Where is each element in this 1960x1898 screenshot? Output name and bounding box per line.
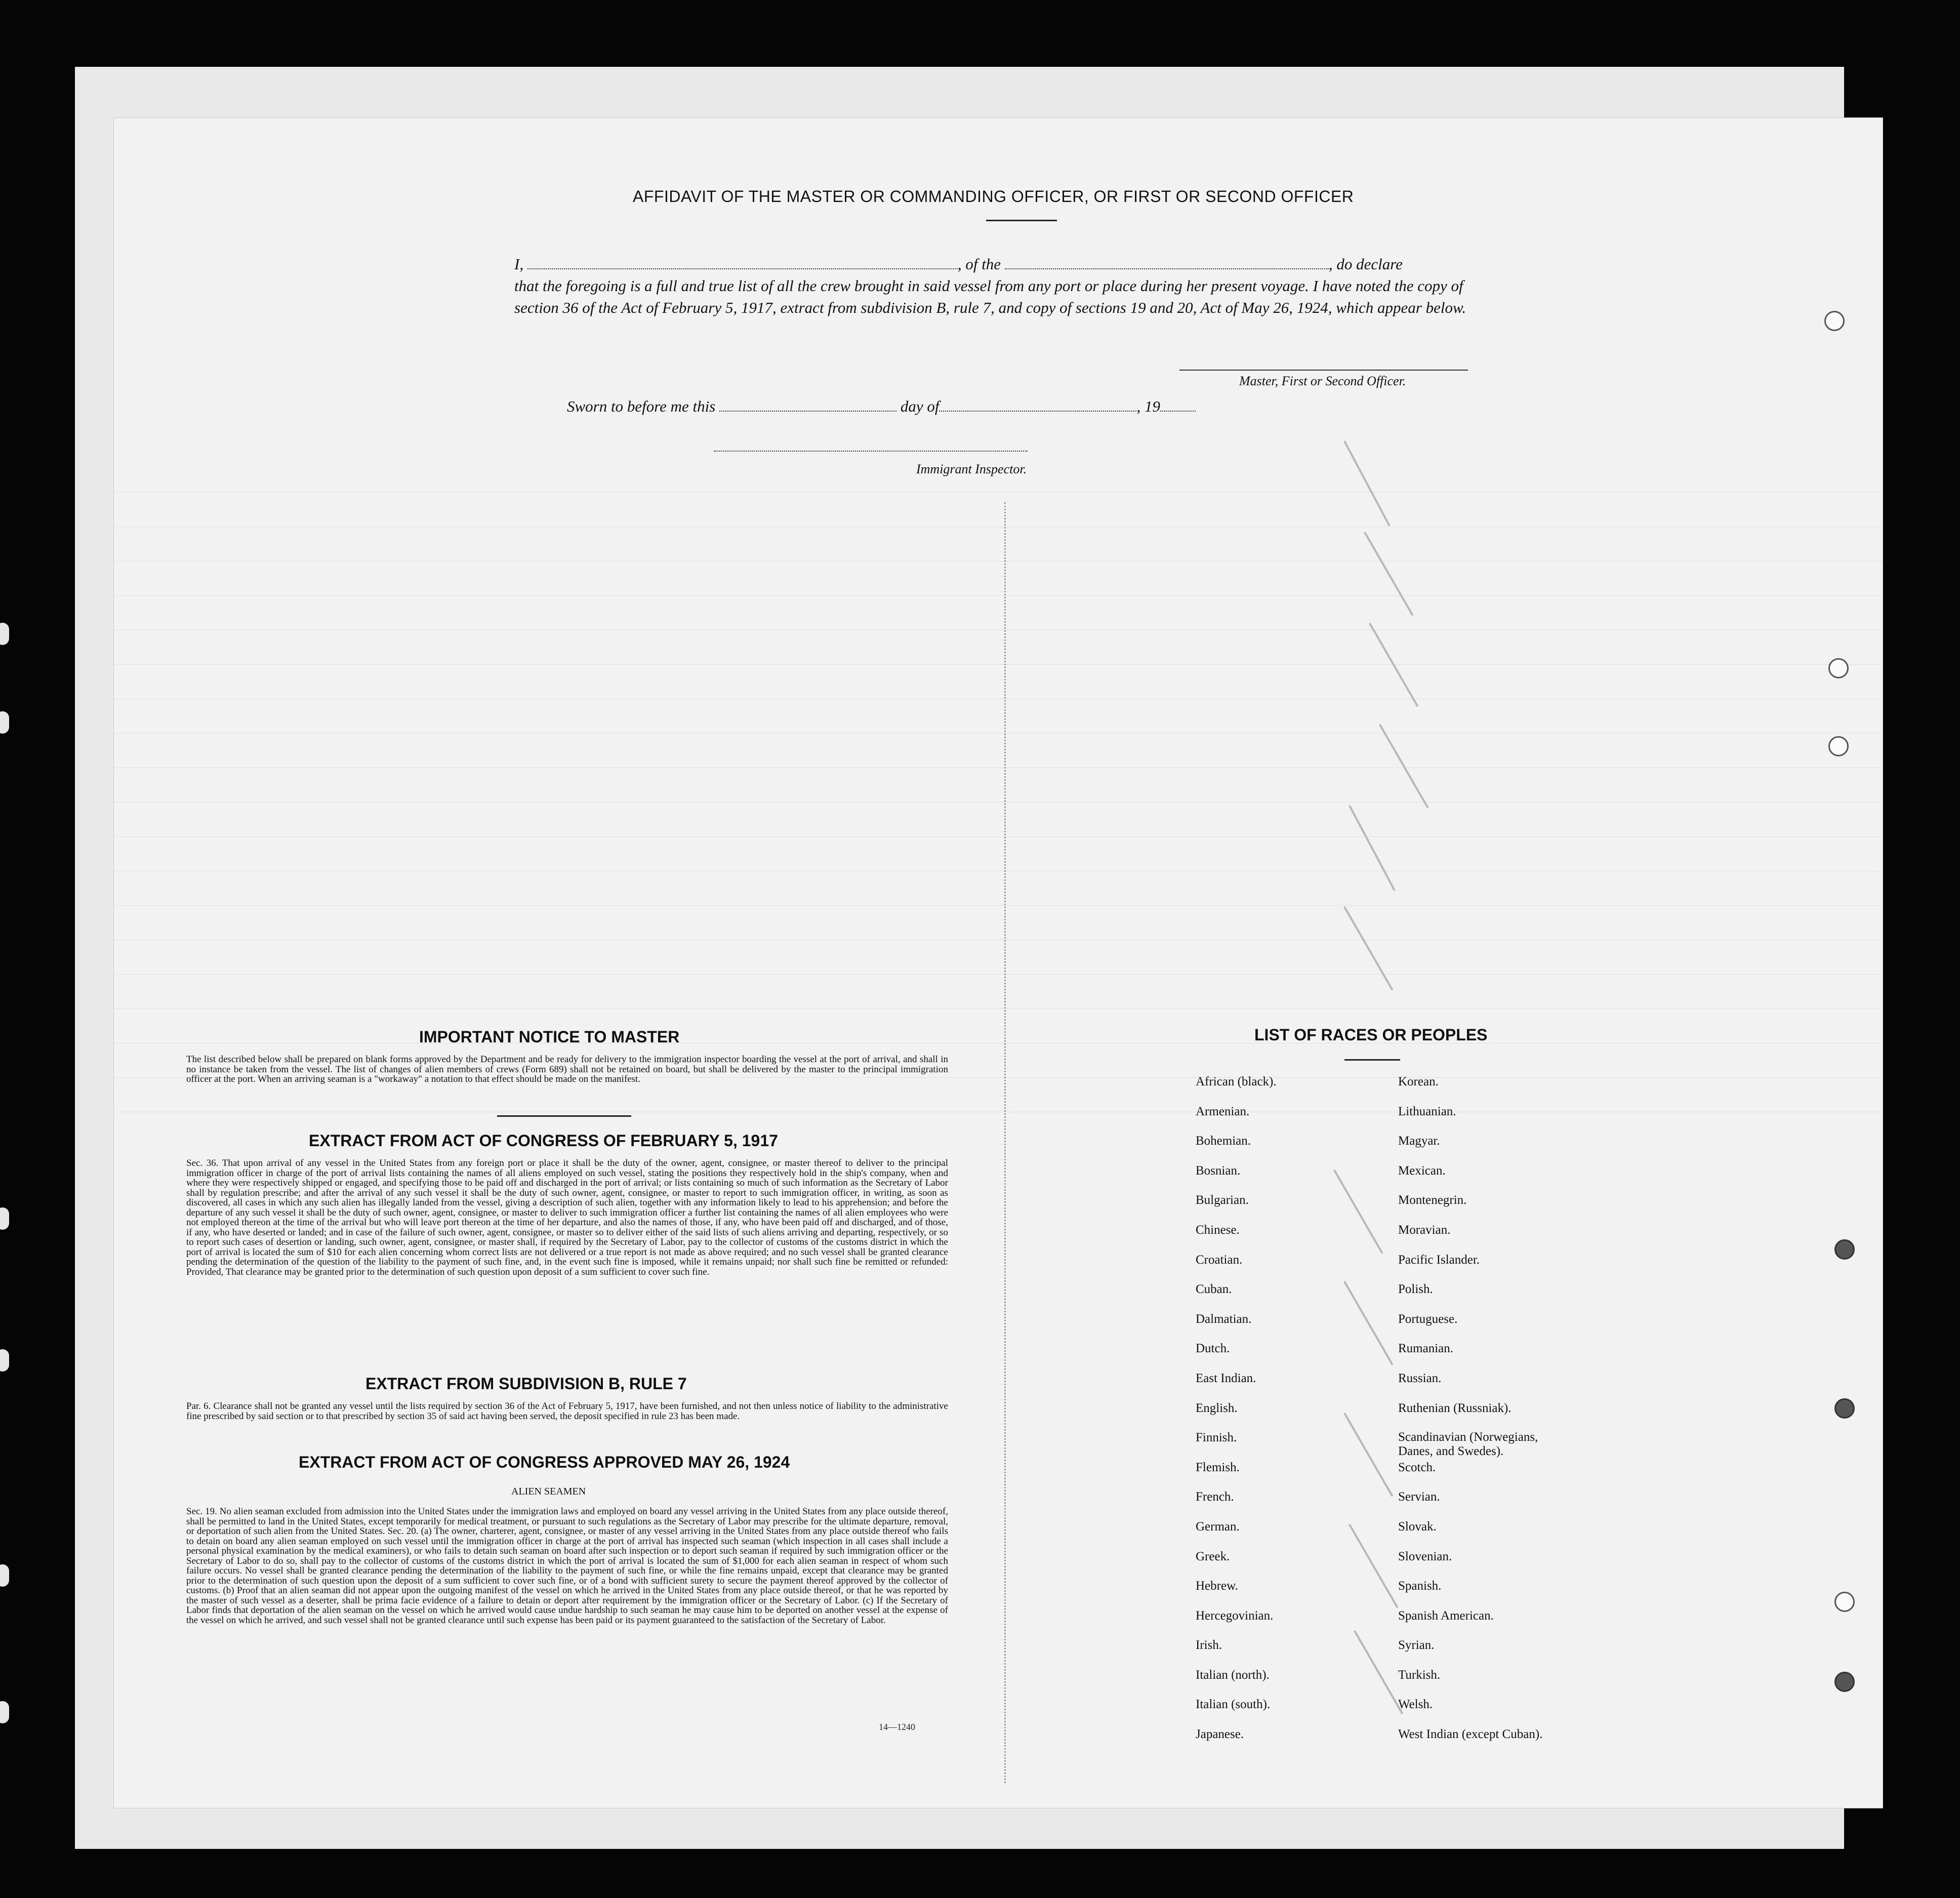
sworn-day-label: day of <box>900 397 940 415</box>
race-item: Cuban. <box>1196 1282 1232 1297</box>
notice-title: IMPORTANT NOTICE TO MASTER <box>419 1028 680 1046</box>
race-item: Italian (north). <box>1196 1668 1270 1682</box>
section-rule <box>497 1115 631 1117</box>
races-left-column <box>1196 1074 1277 1757</box>
form-number: 14—1240 <box>879 1722 915 1732</box>
master-signature-line[interactable] <box>1179 370 1468 371</box>
extract-1924-subtitle: ALIEN SEAMEN <box>511 1486 586 1497</box>
punch-mark <box>0 1701 9 1723</box>
race-item: Dalmatian. <box>1196 1312 1252 1326</box>
sworn-prefix: Sworn to before me this <box>567 397 716 415</box>
affidavit-title-rule <box>986 220 1057 221</box>
affidavit-body <box>514 253 1501 318</box>
race-item: Portuguese. <box>1398 1312 1458 1326</box>
race-item: French. <box>1196 1490 1234 1504</box>
affidavit-i-label: I, <box>514 255 524 273</box>
race-item: Scotch. <box>1398 1460 1436 1474</box>
extract-1924-text: Sec. 19. No alien seaman excluded from admission into the United States under the immigration laws and employed on board any vessel arriving in the United States from any place outside thereof, shall be permitted to land in the United States, except temporarily for medical treatment, or pursuant to such regulations as the Secretary of Labor may prescribe for the ultimate departure, removal, or deportation of such alien from the United States. Sec. 20. (a) The owner, charterer, agent, consignee, or master of any vessel arriving in the United States from any place outside thereof who fails to detain on board any alien seaman employed on such vessel until the immigration officer in charge at the port of arrival has inspected such seaman (which inspection in all cases shall include a personal physical examination by the medical examiners), or who fails to detain such seaman on board after such inspection or to deport such seaman if required by such immigration officer or the Secretary of Labor to do so, shall pay to the collector of customs of the customs district in which the port of arrival is located the sum of $1,000 for each alien seaman in respect of whom such failure occurs. No vessel shall be granted clearance pending the determination of the liability to the payment of such fine, or while the fine remains unpaid, except that clearance may be granted prior to the determination of such question upon the deposit of a sum sufficient to cover such fine, or of a bond with sufficient surety to secure the payment thereof approved by the collector of customs. (b) Proof that an alien seaman did not appear upon the outgoing manifest of the vessel on which he arrived in the United States from any place outside thereof, or that he was reported by the master of such vessel as a deserter, shall be prima facie evidence of a failure to detain or deport after requirement by the immigration officer or the Secretary of Labor. (c) If the Secretary of Labor finds that deportation of the alien seaman on the vessel on which he arrived would cause undue hardship to such seaman he may cause him to be deported on another vessel at the expense of the vessel on which he arrived, and such vessel shall not be granted clearance until such expense has been paid or its payment guaranteed to the satisfaction of the Secretary of Labor. <box>186 1506 948 1626</box>
inspector-signature-line[interactable] <box>714 451 1028 452</box>
race-item: East Indian. <box>1196 1371 1256 1385</box>
binder-hole <box>1828 736 1849 756</box>
race-item: Servian. <box>1398 1490 1440 1504</box>
pencil-mark <box>1349 805 1396 891</box>
punch-mark <box>0 1349 9 1371</box>
affidavit-vessel-field[interactable] <box>1005 257 1329 269</box>
sworn-month-field[interactable] <box>939 399 1136 412</box>
race-item: Flemish. <box>1196 1460 1240 1474</box>
race-item: Slovak. <box>1398 1519 1437 1533</box>
master-signature-label: Master, First or Second Officer. <box>1239 374 1406 388</box>
extract-1917-text: Sec. 36. That upon arrival of any vessel in the United States from any foreign port or place it shall be the duty of the owner, agent, consignee, or master thereof to deliver to the principal immigration officer in charge of the port of arrival lists containing the names of all aliens employed on such vessel, stating the positions they respectively hold in the ship's company, when and where they were respectively shipped or engaged, and specifying those to be paid off and discharged in the port of arrival; or lists containing so much of such information as the Secretary of Labor shall by regulation prescribe; and after the arrival of any such vessel it shall be the duty of such owner, agent, consignee, or master to report to such immigration officer, in writing, as soon as discovered, all cases in which any such alien has illegally landed from the vessel, giving a description of such alien, together with any information likely to lead to his apprehension; and before the departure of any such vessel it shall be the duty of such owner, agent, consignee, or master to deliver to such immigration officer a further list containing the names of all alien employees who were not employed thereon at the time of the arrival but who will leave port thereon at the time of her departure, and also the names of those, if any, who have been paid off and discharged, and of those, if any, who have deserted or landed; and in case of the failure of such owner, agent, consignee, or master so to deliver either of the said lists of such aliens arriving and departing, respectively, or so to report such cases of desertion or landing, such owner, agent, consignee, or master shall, if required by the Secretary of Labor, pay to the collector of customs of the customs district in which the port of arrival is located the sum of $10 for each alien concerning whom correct lists are not delivered or a true report is not made as above required; and no such vessel shall be granted clearance pending the determination of the question of the liability to the payment of such fine, and, in the event such fine is imposed, while it remains unpaid; nor shall such fine be remitted or refunded: Provided, That clearance may be granted prior to the determination of such question upon deposit of a sum sufficient to cover such fine. <box>186 1158 948 1277</box>
race-item: Armenian. <box>1196 1104 1250 1118</box>
race-item: Syrian. <box>1398 1638 1435 1652</box>
race-item: Bohemian. <box>1196 1134 1251 1148</box>
rule-7-text: Par. 6. Clearance shall not be granted any vessel until the lists required by section 36 of the Act of February 5, 1917, have been furnished, and not then unless notice of liability to the administrative fine prescribed by said section or to that prescribed by section 35 of said act having been served, the deposit specified in rule 23 has been made. <box>186 1401 948 1422</box>
race-item: Welsh. <box>1398 1698 1433 1712</box>
sworn-year-field[interactable] <box>1160 399 1196 412</box>
race-item: Hercegovinian. <box>1196 1608 1274 1623</box>
punch-mark <box>0 1564 9 1587</box>
race-item: Mexican. <box>1398 1163 1446 1178</box>
race-item: Lithuanian. <box>1398 1104 1456 1118</box>
punch-mark <box>0 1207 9 1230</box>
race-item: Bosnian. <box>1196 1163 1241 1178</box>
race-item: Croatian. <box>1196 1253 1243 1267</box>
race-item: Slovenian. <box>1398 1549 1452 1563</box>
binder-hole <box>1828 658 1849 678</box>
inspector-label: Immigrant Inspector. <box>916 462 1027 476</box>
race-item: Moravian. <box>1398 1223 1451 1237</box>
race-item: Chinese. <box>1196 1223 1240 1237</box>
pencil-mark <box>1349 1524 1398 1608</box>
punch-mark <box>0 623 9 645</box>
binder-hole <box>1834 1672 1855 1692</box>
race-item: Polish. <box>1398 1282 1433 1297</box>
races-title: LIST OF RACES OR PEOPLES <box>1254 1026 1488 1044</box>
race-item: Japanese. <box>1196 1727 1244 1742</box>
sworn-line <box>567 397 1196 416</box>
extract-1924-title: EXTRACT FROM ACT OF CONGRESS APPROVED MAY 26, 1924 <box>299 1453 790 1471</box>
pencil-mark <box>1343 1281 1393 1365</box>
race-item: African (black). <box>1196 1075 1277 1088</box>
race-item: Pacific Islander. <box>1398 1253 1480 1267</box>
sworn-year-label: , 19 <box>1136 397 1160 415</box>
binder-hole <box>1834 1398 1855 1419</box>
race-item: Spanish. <box>1398 1579 1442 1593</box>
race-item: Magyar. <box>1398 1134 1440 1148</box>
race-item: German. <box>1196 1519 1240 1533</box>
binder-hole <box>1834 1592 1855 1612</box>
race-item: Russian. <box>1398 1371 1442 1385</box>
race-item: Dutch. <box>1196 1342 1230 1356</box>
binder-hole <box>1834 1239 1855 1260</box>
pencil-mark <box>1333 1169 1383 1254</box>
race-item: Ruthenian (Russniak). <box>1398 1401 1512 1415</box>
punch-mark <box>0 711 9 734</box>
race-item: Rumanian. <box>1398 1342 1454 1356</box>
pencil-mark <box>1343 906 1393 991</box>
rule-7-title: EXTRACT FROM SUBDIVISION B, RULE 7 <box>365 1375 687 1393</box>
affidavit-of-the-label: , of the <box>957 255 1001 273</box>
pencil-mark <box>1343 440 1391 527</box>
pencil-mark <box>1379 724 1428 809</box>
race-item: Korean. <box>1398 1075 1439 1088</box>
race-item: Turkish. <box>1398 1668 1441 1682</box>
race-item: Hebrew. <box>1196 1579 1238 1593</box>
pencil-mark <box>1364 532 1413 616</box>
race-item: Spanish American. <box>1398 1608 1494 1623</box>
pencil-mark <box>1343 1412 1393 1497</box>
race-item: English. <box>1196 1401 1238 1415</box>
race-item: Greek. <box>1196 1549 1230 1563</box>
affidavit-do-declare-label: , do declare <box>1328 255 1403 273</box>
affidavit-title: AFFIDAVIT OF THE MASTER OR COMMANDING OFFICER, OR FIRST OR SECOND OFFICER <box>633 187 1354 206</box>
extract-1917-title: EXTRACT FROM ACT OF CONGRESS OF FEBRUARY 5, 1917 <box>309 1132 778 1150</box>
center-fold-line <box>1004 502 1007 1783</box>
notice-text: The list described below shall be prepared on blank forms approved by the Department and be ready for delivery to the immigration inspector boarding the vessel at the port of arrival, and shall in no instance be taken from the vessel. The list of changes of alien members of crews (Form 689) shall not be retained on board, but shall be delivered by the master to the principal immigration officer at the port. When an arriving seaman is a "workaway" a notation to that effect should be made on the manifest. <box>186 1054 948 1084</box>
race-item: Scandinavian (Norwegians, Danes, and Swedes). <box>1398 1430 1538 1459</box>
race-item: Bulgarian. <box>1196 1193 1249 1207</box>
race-item: Montenegrin. <box>1398 1193 1467 1207</box>
race-item: Italian (south). <box>1196 1698 1271 1712</box>
race-item: Irish. <box>1196 1638 1222 1652</box>
pencil-mark <box>1354 1630 1403 1715</box>
races-right-column <box>1398 1074 1575 1757</box>
affidavit-name-field[interactable] <box>527 257 958 269</box>
affidavit-declaration-text: that the foregoing is a full and true list of all the crew brought in said vessel from any port or place during her present voyage. I have noted the copy of section 36 of the Act of February 5, 1917, extract from subdivision B, rule 7, and copy of sections 19 and 20, Act of May 26, 1924, which appear below. <box>514 277 1466 316</box>
sworn-day-field[interactable] <box>719 399 896 412</box>
race-item: Finnish. <box>1196 1431 1237 1445</box>
race-item: West Indian (except Cuban). <box>1398 1727 1543 1742</box>
binder-hole <box>1824 311 1845 331</box>
races-title-rule <box>1344 1059 1400 1061</box>
